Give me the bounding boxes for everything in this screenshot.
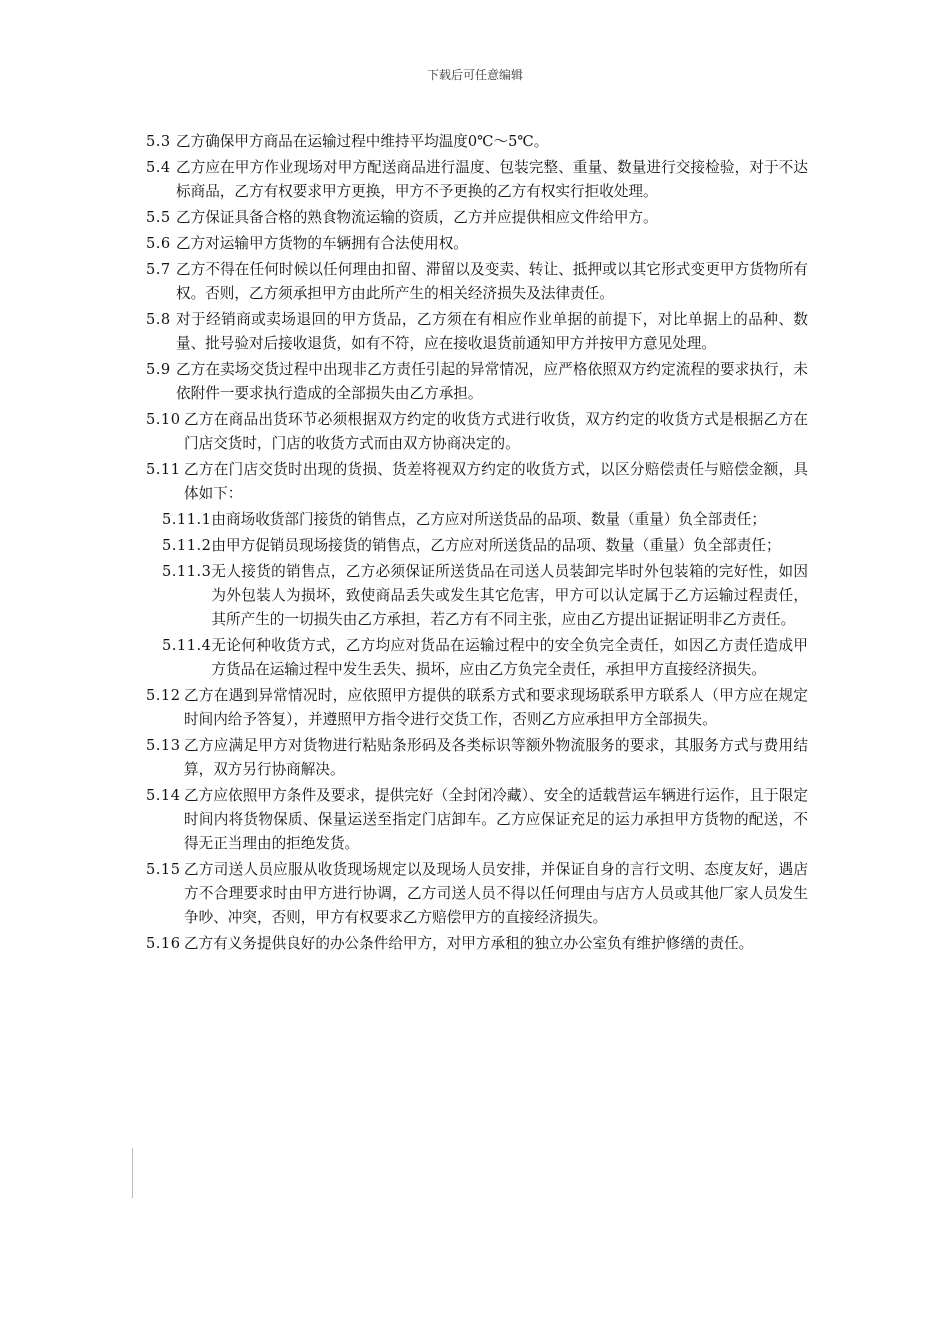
clause-text: 乙方在门店交货时出现的货损、货差将视双方约定的收货方式，以区分赔偿责任与赔偿金额，具体如下： <box>184 461 808 502</box>
clause-number: 5.4 <box>146 159 171 176</box>
clause-number: 5.14 <box>146 787 181 804</box>
clause-number: 5.13 <box>146 737 181 754</box>
clause-text: 乙方不得在任何时候以任何理由扣留、滞留以及变卖、转让、抵押或以其它形式变更甲方货物所有权。否则，乙方须承担甲方由此所产生的相关经济损失及法律责任。 <box>176 261 808 302</box>
clause-5-15 <box>146 858 808 930</box>
clause-number: 5.10 <box>146 411 181 428</box>
clause-number: 5.9 <box>146 361 171 378</box>
clause-5-13 <box>146 734 808 782</box>
clause-number: 5.8 <box>146 311 171 328</box>
clause-text: 乙方保证具备合格的熟食物流运输的资质，乙方并应提供相应文件给甲方。 <box>176 209 658 226</box>
margin-rule <box>132 1148 133 1198</box>
clause-5-11-2 <box>146 534 808 558</box>
clause-5-11-1 <box>146 508 808 532</box>
clause-text: 乙方对运输甲方货物的车辆拥有合法使用权。 <box>176 235 468 252</box>
clause-number: 5.11.2 <box>162 537 212 554</box>
clause-text: 乙方在遇到异常情况时，应依照甲方提供的联系方式和要求现场联系甲方联系人（甲方应在规定时间内给予答复），并遵照甲方指令进行交货工作，否则乙方应承担甲方全部损失。 <box>184 687 808 728</box>
clause-5-12 <box>146 684 808 732</box>
clause-5-16 <box>146 932 808 956</box>
clause-number: 5.6 <box>146 235 171 252</box>
clause-5-8 <box>146 308 808 356</box>
clause-text: 乙方确保甲方商品在运输过程中维持平均温度0℃～5℃。 <box>176 133 549 150</box>
clause-text: 乙方应在甲方作业现场对甲方配送商品进行温度、包装完整、重量、数量进行交接检验，对于不达标商品，乙方有权要求甲方更换，甲方不予更换的乙方有权实行拒收处理。 <box>176 159 808 200</box>
clause-5-7 <box>146 258 808 306</box>
clause-5-3 <box>146 130 808 154</box>
document-body <box>146 130 808 958</box>
clause-5-11-4 <box>146 634 808 682</box>
clause-text: 无人接货的销售点，乙方必须保证所送货品在司送人员装卸完毕时外包装箱的完好性，如因为外包装人为损坏，致使商品丢失或发生其它危害，甲方可以认定属于乙方运输过程责任，其所产生的一切损失由乙方承担，若乙方有不同主张，应由乙方提出证据证明非乙方责任。 <box>211 563 808 628</box>
clause-number: 5.11.4 <box>162 637 212 654</box>
page-header: 下载后可任意编辑 <box>426 68 523 82</box>
clause-text: 乙方司送人员应服从收货现场规定以及现场人员安排，并保证自身的言行文明、态度友好，遇店方不合理要求时由甲方进行协调，乙方司送人员不得以任何理由与店方人员或其他厂家人员发生争吵、冲突，否则，甲方有权要求乙方赔偿甲方的直接经济损失。 <box>184 861 808 926</box>
clause-5-9 <box>146 358 808 406</box>
clause-5-11-3 <box>146 560 808 632</box>
clause-5-6 <box>146 232 808 256</box>
clause-text: 乙方在商品出货环节必须根据双方约定的收货方式进行收货，双方约定的收货方式是根据乙方在门店交货时，门店的收货方式而由双方协商决定的。 <box>184 411 808 452</box>
clause-5-10 <box>146 408 808 456</box>
clause-text: 乙方应依照甲方条件及要求，提供完好（全封闭冷藏）、安全的适载营运车辆进行运作，且于限定时间内将货物保质、保量运送至指定门店卸车。乙方应保证充足的运力承担甲方货物的配送，不得无正当理由的拒绝发货。 <box>184 787 808 852</box>
clause-number: 5.5 <box>146 209 171 226</box>
clause-5-5 <box>146 206 808 230</box>
clause-5-11 <box>146 458 808 506</box>
clause-number: 5.7 <box>146 261 171 278</box>
clause-text: 无论何种收货方式，乙方均应对货品在运输过程中的安全负完全责任，如因乙方责任造成甲方货品在运输过程中发生丢失、损坏，应由乙方负完全责任，承担甲方直接经济损失。 <box>211 637 808 678</box>
clause-text: 乙方有义务提供良好的办公条件给甲方，对甲方承租的独立办公室负有维护修缮的责任。 <box>184 935 754 952</box>
clause-number: 5.3 <box>146 133 171 150</box>
clause-number: 5.11 <box>146 461 181 478</box>
clause-text: 乙方应满足甲方对货物进行粘贴条形码及各类标识等额外物流服务的要求，其服务方式与费用结算，双方另行协商解决。 <box>184 737 808 778</box>
clause-5-4 <box>146 156 808 204</box>
clause-text: 由商场收货部门接货的销售点，乙方应对所送货品的品项、数量（重量）负全部责任； <box>211 511 766 528</box>
clause-text: 由甲方促销员现场接货的销售点，乙方应对所送货品的品项、数量（重量）负全部责任； <box>211 537 781 554</box>
clause-number: 5.11.1 <box>162 511 212 528</box>
clause-5-14 <box>146 784 808 856</box>
clause-number: 5.12 <box>146 687 181 704</box>
clause-number: 5.15 <box>146 861 181 878</box>
clause-text: 乙方在卖场交货过程中出现非乙方责任引起的异常情况，应严格依照双方约定流程的要求执行，未依附件一要求执行造成的全部损失由乙方承担。 <box>176 361 808 402</box>
clause-number: 5.16 <box>146 935 181 952</box>
clause-number: 5.11.3 <box>162 563 212 580</box>
clause-text: 对于经销商或卖场退回的甲方货品，乙方须在有相应作业单据的前提下，对比单据上的品种、数量、批号验对后接收退货，如有不符，应在接收退货前通知甲方并按甲方意见处理。 <box>176 311 808 352</box>
